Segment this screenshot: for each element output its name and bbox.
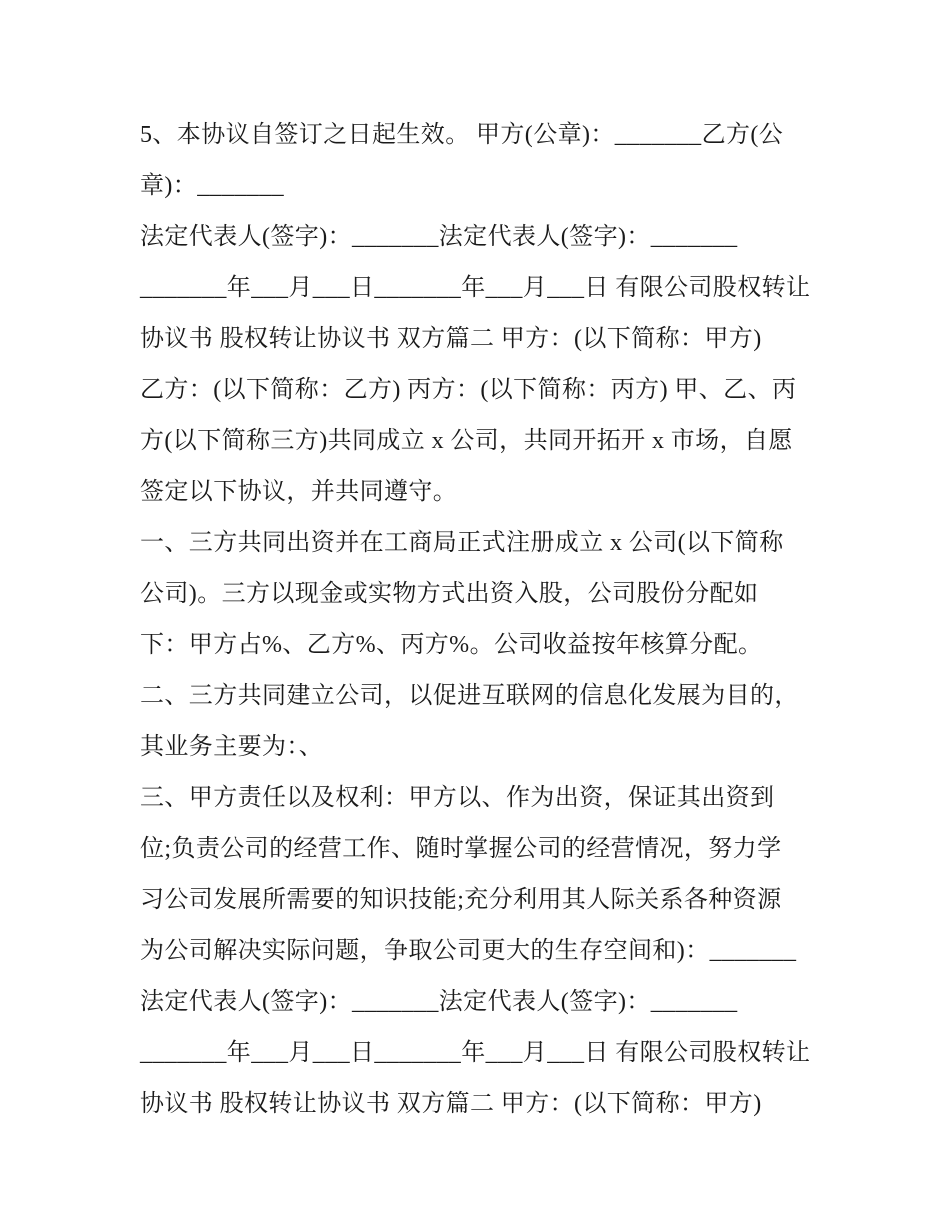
text-line: 协议书 股权转让协议书 双方篇二 甲方：(以下简称：甲方) <box>140 1091 762 1117</box>
text-line: 公司)。三方以现金或实物方式出资入股，公司股份分配如 <box>140 581 759 607</box>
text-line: 方(以下简称三方)共同成立 x 公司，共同开拓开 x 市场，自愿 <box>140 428 793 454</box>
text-line: _______年___月___日_______年___月___日 有限公司股权转让 <box>140 275 811 301</box>
text-line: 协议书 股权转让协议书 双方篇二 甲方：(以下简称：甲方) <box>140 326 762 352</box>
text-line: 章)：_______ <box>140 173 284 199</box>
document-body <box>140 110 820 1130</box>
text-line: 一、三方共同出资并在工商局正式注册成立 x 公司(以下简称 <box>140 530 784 556</box>
text-line: 法定代表人(签字)：_______法定代表人(签字)：_______ <box>140 224 738 250</box>
text-line: 下：甲方占%、乙方%、丙方%。公司收益按年核算分配。 <box>140 632 763 658</box>
text-line: 法定代表人(签字)：_______法定代表人(签字)：_______ <box>140 989 738 1015</box>
text-line: 5、本协议自签订之日起生效。 甲方(公章)：_______乙方(公 <box>140 122 784 148</box>
text-line: 其业务主要为：、 <box>140 734 324 760</box>
text-line: 二、三方共同建立公司，以促进互联网的信息化发展为目的， <box>140 683 799 709</box>
text-line: 签定以下协议，并共同遵守。 <box>140 479 458 505</box>
text-line: 为公司解决实际问题，争取公司更大的生存空间和)：_______ <box>140 938 797 964</box>
text-line: 乙方：(以下简称：乙方) 丙方：(以下简称：丙方) 甲、乙、丙 <box>140 377 797 403</box>
text-line: 位;负责公司的经营工作、随时掌握公司的经营情况，努力学 <box>140 836 782 862</box>
text-line: 三、甲方责任以及权利：甲方以、作为出资，保证其出资到 <box>140 785 775 811</box>
text-line: _______年___月___日_______年___月___日 有限公司股权转让 <box>140 1040 811 1066</box>
text-line: 习公司发展所需要的知识技能;充分利用其人际关系各种资源 <box>140 887 782 913</box>
